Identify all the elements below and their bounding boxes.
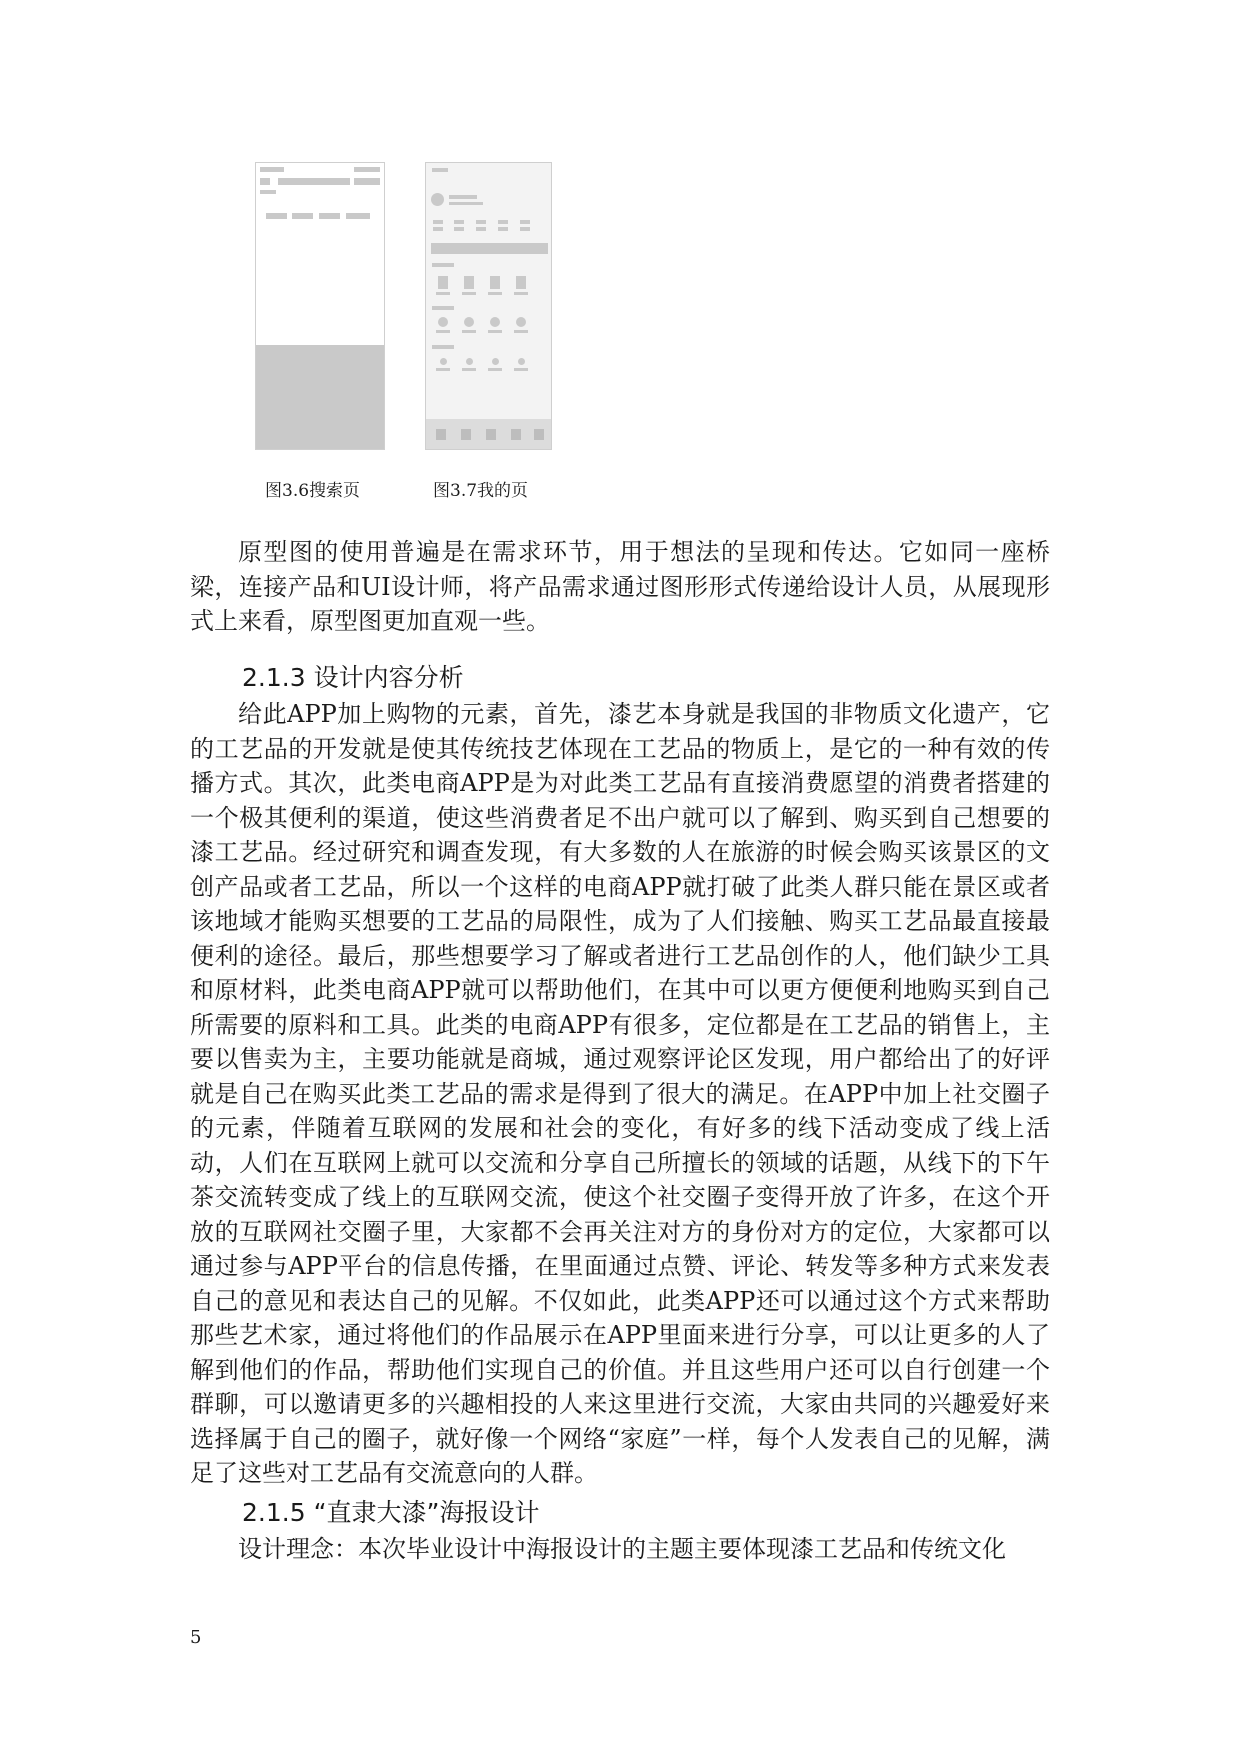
wire-circle	[492, 358, 499, 365]
wire-block	[514, 368, 528, 371]
section-heading	[242, 658, 464, 694]
wire-block	[436, 330, 450, 333]
wire-keyboard	[256, 345, 385, 450]
wire-circle	[490, 317, 500, 327]
wire-circle	[466, 358, 473, 365]
wire-tab	[486, 429, 496, 440]
wire-block	[488, 330, 502, 333]
wire-block	[260, 190, 276, 194]
paragraph	[190, 535, 1050, 639]
wire-block	[490, 276, 500, 289]
wire-block	[462, 368, 476, 371]
wire-block	[488, 368, 502, 371]
figure-caption: 图3.6搜索页	[265, 481, 361, 501]
paragraph	[190, 1532, 1050, 1567]
wire-block	[462, 292, 476, 295]
wire-block	[433, 220, 443, 224]
figure-row	[255, 162, 755, 502]
wire-block	[454, 227, 464, 231]
wire-block	[438, 276, 448, 289]
section-title: 设计内容分析	[313, 663, 464, 692]
wire-block	[514, 330, 528, 333]
wire-circle	[440, 358, 447, 365]
paragraph-text: 设计理念：本次毕业设计中海报设计的主题主要体现漆工艺品和传统文化	[238, 1535, 1006, 1563]
wire-tag	[266, 213, 287, 219]
wire-block	[260, 167, 284, 172]
paragraph	[190, 697, 1050, 1491]
wire-block	[462, 330, 476, 333]
wire-block	[516, 276, 526, 289]
wire-block	[432, 168, 448, 172]
wire-block	[432, 306, 454, 310]
wire-circle	[464, 317, 474, 327]
wire-block	[498, 220, 508, 224]
wire-block	[498, 227, 508, 231]
wire-block	[432, 345, 454, 349]
wire-tab	[436, 429, 446, 440]
wire-block	[354, 167, 380, 172]
wire-banner	[431, 243, 548, 254]
wire-circle	[518, 358, 525, 365]
wire-block	[432, 263, 454, 267]
wire-block	[520, 227, 530, 231]
wire-block	[354, 178, 380, 185]
wire-block	[476, 220, 486, 224]
wire-search-bar	[278, 178, 350, 185]
wire-block	[449, 195, 477, 199]
wire-tag	[319, 213, 340, 219]
wire-tag	[292, 213, 313, 219]
wire-block	[449, 202, 483, 205]
section-heading	[242, 1493, 539, 1529]
search-page-wireframe	[255, 162, 385, 450]
wire-block	[464, 276, 474, 289]
wire-block	[476, 227, 486, 231]
wire-block	[514, 292, 528, 295]
figure-caption: 图3.7我的页	[433, 481, 529, 501]
wire-circle	[438, 317, 448, 327]
wire-block	[436, 292, 450, 295]
wire-block	[488, 292, 502, 295]
wire-tab	[534, 429, 544, 440]
paragraph-text: 原型图的使用普遍是在需求环节，用于想法的呈现和传达。它如同一座桥梁，连接产品和UI设计师，将产品需求通过图形形式传递给设计人员，从展现形式上来看，原型图更加直观一些。	[190, 538, 1050, 635]
page-number: 5	[190, 1627, 202, 1648]
wire-block	[454, 220, 464, 224]
paragraph-text: 给此APP加上购物的元素，首先，漆艺本身就是我国的非物质文化遗产，它的工艺品的开发就是使其传统技艺体现在工艺品的物质上，是它的一种有效的传播方式。其次，此类电商APP是为对此类工艺品有直接消费愿望的消费者搭建的一个极其便利的渠道，使这些消费者足不出户就可以了解到、购买到自己想要的漆工艺品。经过研究和调查发现，有大多数的人在旅游的时候会购买该景区的文创产品或者工艺品，所以一个这样的电商APP就打破了此类人群只能在景区或者该地域才能购买想要的工艺品的局限性，成为了人们接触、购买工艺品最直接最便利的途径。最后，那些想要学习了解或者进行工艺品创作的人，他们缺少工具和原材料，此类电商APP就可以帮助他们，在其中可以更方便便利地购买到自己所需要的原料和工具。此类的电商APP有很多，定位都是在工艺品的销售上，主要以售卖为主，主要功能就是商城，通过观察评论区发现，用户都给出了的好评就是自己在购买此类工艺品的需求是得到了很大的满足。在APP中加上社交圈子的元素，伴随着互联网的发展和社会的变化，有好多的线下活动变成了线上活动，人们在互联网上就可以交流和分享自己所擅长的领域的话题，从线下的下午茶交流转变成了线上的互联网交流，使这个社交圈子变得开放了许多，在这个开放的互联网社交圈子里，大家都不会再关注对方的身份对方的定位，大家都可以通过参与APP平台的信息传播，在里面通过点赞、评论、转发等多种方式来发表自己的意见和表达自己的见解。不仅如此，此类APP还可以通过这个方式来帮助那些艺术家，通过将他们的作品展示在APP里面来进行分享，可以让更多的人了解到他们的作品，帮助他们实现自己的价值。并且这些用户还可以自行创建一个群聊，可以邀请更多的兴趣相投的人来这里进行交流，大家由共同的兴趣爱好来选择属于自己的圈子，就好像一个网络“家庭”一样，每个人发表自己的见解，满足了这些对工艺品有交流意向的人群。	[190, 700, 1050, 1487]
wire-circle	[516, 317, 526, 327]
my-page-wireframe	[425, 162, 552, 450]
wire-block	[436, 368, 450, 371]
wire-avatar	[431, 193, 444, 206]
section-number: 2.1.5	[242, 1498, 306, 1527]
wire-tab	[511, 429, 521, 440]
wire-block	[520, 220, 530, 224]
wire-block	[433, 227, 443, 231]
wire-tag	[346, 213, 370, 219]
wire-tab	[461, 429, 471, 440]
section-number: 2.1.3	[242, 663, 306, 692]
wire-block	[260, 178, 270, 185]
section-title: “直隶大漆”海报设计	[313, 1498, 540, 1527]
